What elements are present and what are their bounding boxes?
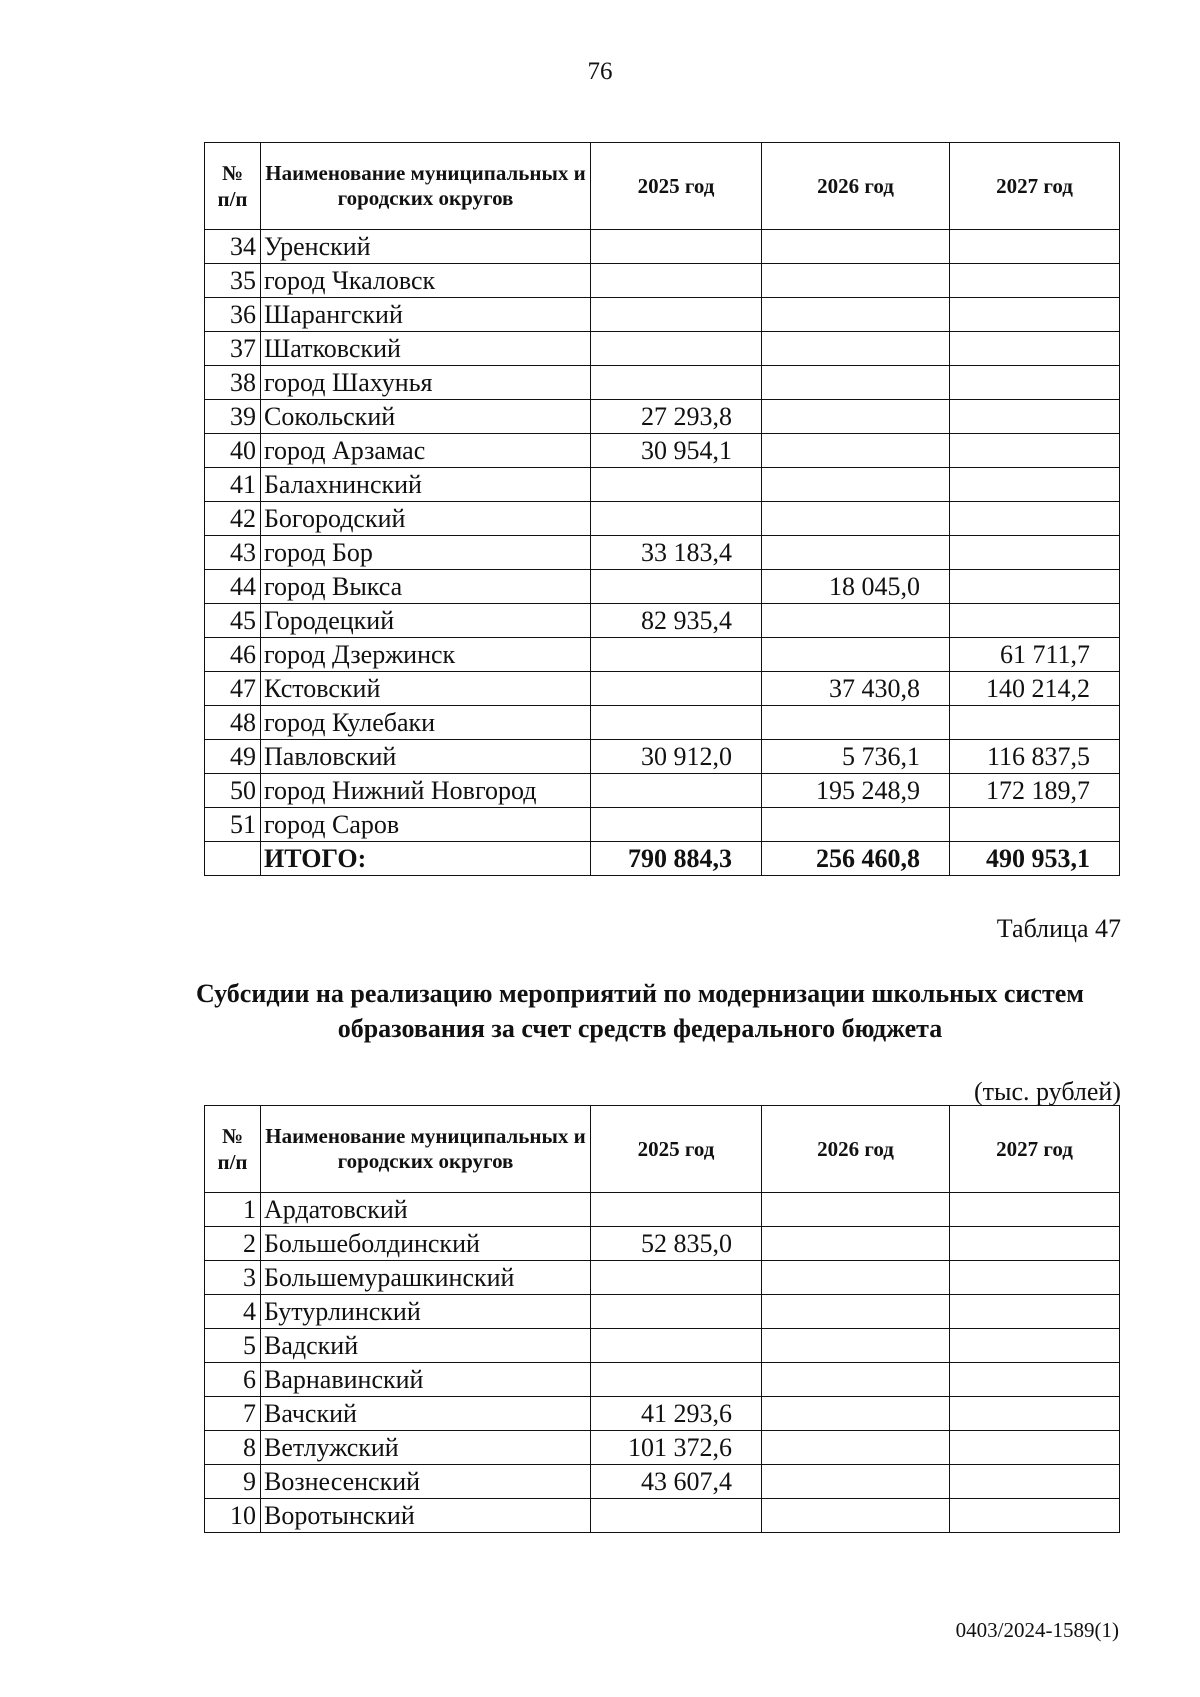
- value-2025: [591, 332, 762, 366]
- value-2025: 33 183,4: [591, 536, 762, 570]
- municipality-name: Ветлужский: [261, 1431, 591, 1465]
- value-2027: [950, 1397, 1120, 1431]
- column-header-name: Наименование муниципальных и городских округов: [261, 1106, 591, 1193]
- value-2027: [950, 230, 1120, 264]
- table-row: [205, 740, 1120, 774]
- column-header-name: Наименование муниципальных и городских округов: [261, 143, 591, 230]
- municipality-name: Бутурлинский: [261, 1295, 591, 1329]
- value-2027: [950, 536, 1120, 570]
- table-row: [205, 434, 1120, 468]
- value-2025: 82 935,4: [591, 604, 762, 638]
- municipality-name: город Саров: [261, 808, 591, 842]
- value-2025: 27 293,8: [591, 400, 762, 434]
- column-header-2027: 2027 год: [950, 1106, 1120, 1193]
- value-2025: 30 912,0: [591, 740, 762, 774]
- table-row: [205, 1397, 1120, 1431]
- row-number: 6: [205, 1363, 261, 1397]
- row-number: 5: [205, 1329, 261, 1363]
- value-2025: 101 372,6: [591, 1431, 762, 1465]
- value-2026: [762, 1329, 950, 1363]
- value-2027: [950, 570, 1120, 604]
- page-number: 76: [587, 58, 613, 85]
- municipality-name: город Арзамас: [261, 434, 591, 468]
- value-2025: 30 954,1: [591, 434, 762, 468]
- value-2027: [950, 1227, 1120, 1261]
- row-number: 44: [205, 570, 261, 604]
- municipality-name: Варнавинский: [261, 1363, 591, 1397]
- value-2026: [762, 400, 950, 434]
- value-2026: [762, 1397, 950, 1431]
- table-row: [205, 1431, 1120, 1465]
- value-2026: 37 430,8: [762, 672, 950, 706]
- municipality-name: город Дзержинск: [261, 638, 591, 672]
- table-row: [205, 264, 1120, 298]
- municipality-name: город Чкаловск: [261, 264, 591, 298]
- value-2027: [950, 1465, 1120, 1499]
- row-number: 42: [205, 502, 261, 536]
- table-row: [205, 604, 1120, 638]
- value-2025: [591, 672, 762, 706]
- row-number: 34: [205, 230, 261, 264]
- value-2026: [762, 638, 950, 672]
- table-row: [205, 1295, 1120, 1329]
- column-header-2025: 2025 год: [591, 1106, 762, 1193]
- value-2026: [762, 1363, 950, 1397]
- table-row: [205, 1465, 1120, 1499]
- value-2025: [591, 366, 762, 400]
- row-number: 3: [205, 1261, 261, 1295]
- column-header-num: № п/п: [205, 143, 261, 230]
- row-number: 9: [205, 1465, 261, 1499]
- municipality-name: город Нижний Новгород: [261, 774, 591, 808]
- value-2026: [762, 502, 950, 536]
- value-2025: [591, 774, 762, 808]
- value-2025: [591, 298, 762, 332]
- row-number: 45: [205, 604, 261, 638]
- row-number: 46: [205, 638, 261, 672]
- value-2025: [591, 808, 762, 842]
- value-2025: [591, 1329, 762, 1363]
- municipality-name: ИТОГО:: [261, 842, 591, 876]
- value-2027: [950, 808, 1120, 842]
- row-number: 51: [205, 808, 261, 842]
- value-2026: [762, 1295, 950, 1329]
- subsidy-table-continued: [204, 142, 1120, 876]
- value-2027: 116 837,5: [950, 740, 1120, 774]
- row-number: [205, 842, 261, 876]
- municipality-name: Павловский: [261, 740, 591, 774]
- value-2027: [950, 332, 1120, 366]
- column-header-2026: 2026 год: [762, 143, 950, 230]
- municipality-name: Воротынский: [261, 1499, 591, 1533]
- table-row: [205, 1499, 1120, 1533]
- row-number: 10: [205, 1499, 261, 1533]
- municipality-name: город Кулебаки: [261, 706, 591, 740]
- value-2026: [762, 1499, 950, 1533]
- table-row: [205, 706, 1120, 740]
- section-title: Субсидии на реализацию мероприятий по модернизации школьных систем образования за счет средств федерального бюджета: [196, 979, 1084, 1043]
- row-number: 35: [205, 264, 261, 298]
- table-row: [205, 1363, 1120, 1397]
- value-2027: 140 214,2: [950, 672, 1120, 706]
- value-2027: [950, 502, 1120, 536]
- value-2025: 41 293,6: [591, 1397, 762, 1431]
- value-2027: [950, 1431, 1120, 1465]
- value-2025: [591, 264, 762, 298]
- value-2027: [950, 604, 1120, 638]
- municipality-name: Балахнинский: [261, 468, 591, 502]
- municipality-name: Вознесенский: [261, 1465, 591, 1499]
- value-2027: 172 189,7: [950, 774, 1120, 808]
- value-2026: [762, 1261, 950, 1295]
- value-2027: [950, 1329, 1120, 1363]
- table-row: [205, 502, 1120, 536]
- municipality-name: Вадский: [261, 1329, 591, 1363]
- value-2027: [950, 1193, 1120, 1227]
- value-2027: [950, 366, 1120, 400]
- value-2026: [762, 332, 950, 366]
- value-2025: [591, 1363, 762, 1397]
- column-header-2025: 2025 год: [591, 143, 762, 230]
- row-number: 50: [205, 774, 261, 808]
- table-row: [205, 536, 1120, 570]
- table-row: [205, 366, 1120, 400]
- municipality-name: город Бор: [261, 536, 591, 570]
- value-2025: [591, 1295, 762, 1329]
- table-row: [205, 774, 1120, 808]
- value-2025: [591, 1261, 762, 1295]
- value-2026: [762, 366, 950, 400]
- value-2027: [950, 468, 1120, 502]
- value-2025: [591, 1499, 762, 1533]
- value-2026: 5 736,1: [762, 740, 950, 774]
- municipality-name: город Шахунья: [261, 366, 591, 400]
- column-header-num: № п/п: [205, 1106, 261, 1193]
- row-number: 39: [205, 400, 261, 434]
- value-2025: [591, 1193, 762, 1227]
- row-number: 4: [205, 1295, 261, 1329]
- row-number: 1: [205, 1193, 261, 1227]
- value-2025: [591, 706, 762, 740]
- table-row: [205, 1193, 1120, 1227]
- value-2025: 43 607,4: [591, 1465, 762, 1499]
- value-2027: 490 953,1: [950, 842, 1120, 876]
- table-row: [205, 332, 1120, 366]
- municipality-name: Большемурашкинский: [261, 1261, 591, 1295]
- municipality-name: Ардатовский: [261, 1193, 591, 1227]
- total-row: [205, 842, 1120, 876]
- municipality-name: Городецкий: [261, 604, 591, 638]
- value-2026: [762, 434, 950, 468]
- value-2025: [591, 468, 762, 502]
- municipality-name: Сокольский: [261, 400, 591, 434]
- value-2025: [591, 638, 762, 672]
- column-header-2027: 2027 год: [950, 143, 1120, 230]
- value-2026: [762, 1227, 950, 1261]
- row-number: 40: [205, 434, 261, 468]
- row-number: 8: [205, 1431, 261, 1465]
- row-number: 36: [205, 298, 261, 332]
- value-2027: [950, 434, 1120, 468]
- value-2025: [591, 230, 762, 264]
- value-2026: [762, 264, 950, 298]
- table-row: [205, 638, 1120, 672]
- table-row: [205, 230, 1120, 264]
- value-2027: [950, 1295, 1120, 1329]
- value-2026: [762, 604, 950, 638]
- row-number: 38: [205, 366, 261, 400]
- row-number: 2: [205, 1227, 261, 1261]
- municipality-name: Богородский: [261, 502, 591, 536]
- row-number: 47: [205, 672, 261, 706]
- municipality-name: Шатковский: [261, 332, 591, 366]
- row-number: 43: [205, 536, 261, 570]
- value-2025: [591, 502, 762, 536]
- table-row: [205, 1329, 1120, 1363]
- value-2026: [762, 808, 950, 842]
- column-header-2026: 2026 год: [762, 1106, 950, 1193]
- value-2026: [762, 536, 950, 570]
- table-header-row: [205, 143, 1120, 230]
- table-caption: Таблица 47: [996, 914, 1121, 943]
- municipality-name: Кстовский: [261, 672, 591, 706]
- municipality-name: Вачский: [261, 1397, 591, 1431]
- value-2026: 195 248,9: [762, 774, 950, 808]
- value-2025: 790 884,3: [591, 842, 762, 876]
- value-2026: [762, 1465, 950, 1499]
- table-row: [205, 570, 1120, 604]
- value-2026: [762, 230, 950, 264]
- value-2027: [950, 1363, 1120, 1397]
- value-2027: [950, 1261, 1120, 1295]
- table-row: [205, 672, 1120, 706]
- value-2026: [762, 468, 950, 502]
- value-2026: [762, 1193, 950, 1227]
- units-note: (тыс. рублей): [973, 1077, 1121, 1106]
- municipality-name: Шарангский: [261, 298, 591, 332]
- table-row: [205, 1261, 1120, 1295]
- value-2026: 256 460,8: [762, 842, 950, 876]
- table-header-row: [205, 1106, 1120, 1193]
- row-number: 41: [205, 468, 261, 502]
- value-2026: 18 045,0: [762, 570, 950, 604]
- subsidy-table-47: [204, 1105, 1120, 1533]
- row-number: 7: [205, 1397, 261, 1431]
- row-number: 37: [205, 332, 261, 366]
- table-row: [205, 400, 1120, 434]
- value-2026: [762, 298, 950, 332]
- table-row: [205, 468, 1120, 502]
- row-number: 49: [205, 740, 261, 774]
- value-2027: [950, 400, 1120, 434]
- municipality-name: Большеболдинский: [261, 1227, 591, 1261]
- document-code: 0403/2024-1589(1): [955, 1618, 1119, 1642]
- value-2025: 52 835,0: [591, 1227, 762, 1261]
- value-2027: [950, 264, 1120, 298]
- table-row: [205, 298, 1120, 332]
- table-row: [205, 808, 1120, 842]
- row-number: 48: [205, 706, 261, 740]
- value-2027: [950, 706, 1120, 740]
- value-2027: [950, 298, 1120, 332]
- value-2026: [762, 706, 950, 740]
- value-2027: [950, 1499, 1120, 1533]
- value-2026: [762, 1431, 950, 1465]
- value-2025: [591, 570, 762, 604]
- municipality-name: город Выкса: [261, 570, 591, 604]
- municipality-name: Уренский: [261, 230, 591, 264]
- table-row: [205, 1227, 1120, 1261]
- value-2027: 61 711,7: [950, 638, 1120, 672]
